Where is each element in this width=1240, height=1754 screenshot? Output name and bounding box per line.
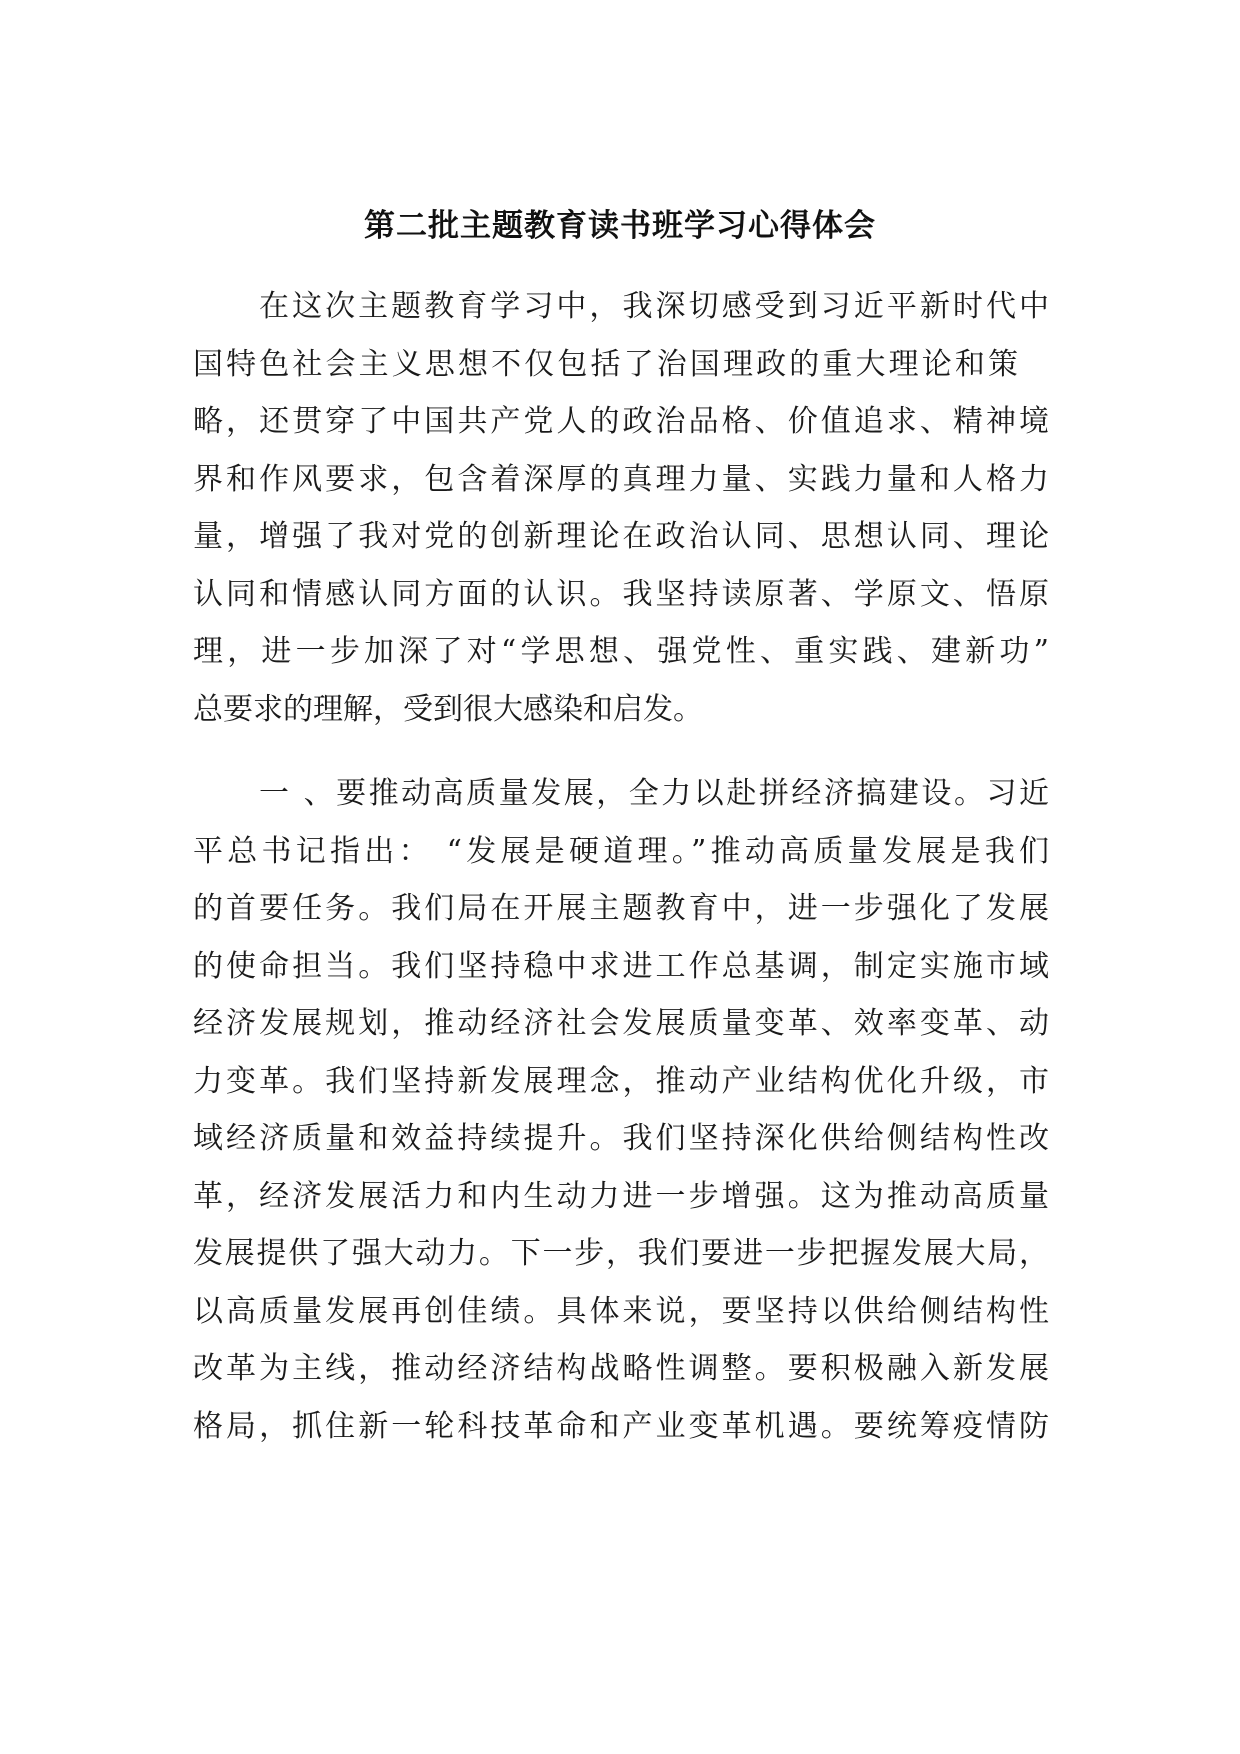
- text-line: 国特色社会主义思想不仅包括了治国理政的重大理论和策: [193, 346, 1018, 382]
- text-line: 总要求的理解，受到很大感染和启发。: [193, 691, 703, 727]
- text-line: 经济发展规划，推动经济社会发展质量变革、效率变革、动: [193, 1006, 1049, 1041]
- text-line: 以高质量发展再创佳绩。具体来说，要坚持以供给侧结构性: [193, 1293, 1049, 1329]
- text-line: 力变革。我们坚持新发展理念，推动产业结构优化升级，市: [193, 1063, 1049, 1099]
- paragraph-intro: [193, 278, 1049, 738]
- text-line: 量，增强了我对党的创新理论在政治认同、思想认同、理论: [193, 519, 1049, 554]
- text-line: 理，进一步加深了对“学思想、强党性、重实践、建新功”: [193, 634, 1049, 669]
- text-line: 的首要任务。我们局在开展主题教育中，进一步强化了发展: [193, 891, 1049, 926]
- text-line: 在这次主题教育学习中，我深切感受到习近平新时代中: [259, 289, 1049, 324]
- text-line: 平总书记指出： “发展是硬道理。”推动高质量发展是我们: [193, 833, 1049, 869]
- text-line: 发展提供了强大动力。下一步，我们要进一步把握发展大局，: [193, 1236, 1049, 1271]
- text-line: 域经济质量和效益持续提升。我们坚持深化供给侧结构性改: [193, 1121, 1049, 1156]
- text-line: 的使命担当。我们坚持稳中求进工作总基调，制定实施市域: [193, 948, 1049, 984]
- text-line: 略，还贯穿了中国共产党人的政治品格、价值追求、精神境: [193, 404, 1049, 439]
- text-line: 认同和情感认同方面的认识。我坚持读原著、学原文、悟原: [193, 576, 1049, 612]
- text-line: 界和作风要求，包含着深厚的真理力量、实践力量和人格力: [193, 461, 1049, 497]
- paragraph-section-one: [193, 765, 1049, 1455]
- document-body: [193, 278, 1049, 1455]
- text-line: 改革为主线，推动经济结构战略性调整。要积极融入新发展: [193, 1351, 1049, 1386]
- document-title: 第二批主题教育读书班学习心得体会: [364, 208, 876, 244]
- text-line: 一 、要推动高质量发展，全力以赴拼经济搞建设。习近: [259, 776, 1049, 811]
- text-line: 革，经济发展活力和内生动力进一步增强。这为推动高质量: [193, 1178, 1049, 1214]
- text-line: 格局，抓住新一轮科技革命和产业变革机遇。要统筹疫情防: [193, 1408, 1049, 1444]
